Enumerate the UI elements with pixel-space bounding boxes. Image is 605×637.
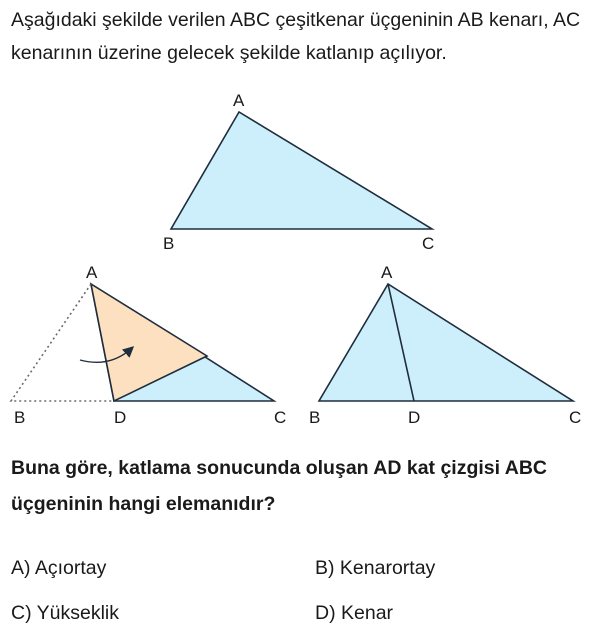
top-triangle-figure bbox=[163, 91, 434, 253]
problem-intro: Aşağıdaki şekilde verilen ABC çeşitkenar üçgeninin AB kenarı, AC kenarının üzerine gelecek şekilde katlanıp açılıyor. bbox=[11, 9, 581, 64]
left-label-a: A bbox=[86, 263, 98, 282]
top-label-b: B bbox=[163, 234, 175, 253]
left-label-d: D bbox=[114, 408, 127, 427]
option-d[interactable]: D) Kenar bbox=[315, 602, 394, 624]
left-label-c: C bbox=[274, 408, 287, 427]
right-triangle-figure bbox=[309, 263, 581, 427]
problem-question: Buna göre, katlama sonucunda oluşan AD kat çizgisi ABC üçgeninin hangi elemanıdır? bbox=[11, 457, 547, 515]
left-fold-figure bbox=[11, 263, 286, 427]
option-a[interactable]: A) Açıortay bbox=[11, 557, 107, 579]
top-label-c: C bbox=[422, 234, 435, 253]
right-label-d: D bbox=[408, 408, 421, 427]
top-label-a: A bbox=[233, 91, 245, 110]
left-label-b: B bbox=[14, 408, 26, 427]
top-triangle bbox=[171, 112, 432, 229]
right-label-c: C bbox=[569, 408, 582, 427]
option-c[interactable]: C) Yükseklik bbox=[11, 602, 120, 624]
right-label-a: A bbox=[381, 263, 393, 282]
option-b[interactable]: B) Kenarortay bbox=[315, 557, 436, 579]
right-label-b: B bbox=[309, 408, 321, 427]
right-triangle bbox=[319, 284, 573, 401]
